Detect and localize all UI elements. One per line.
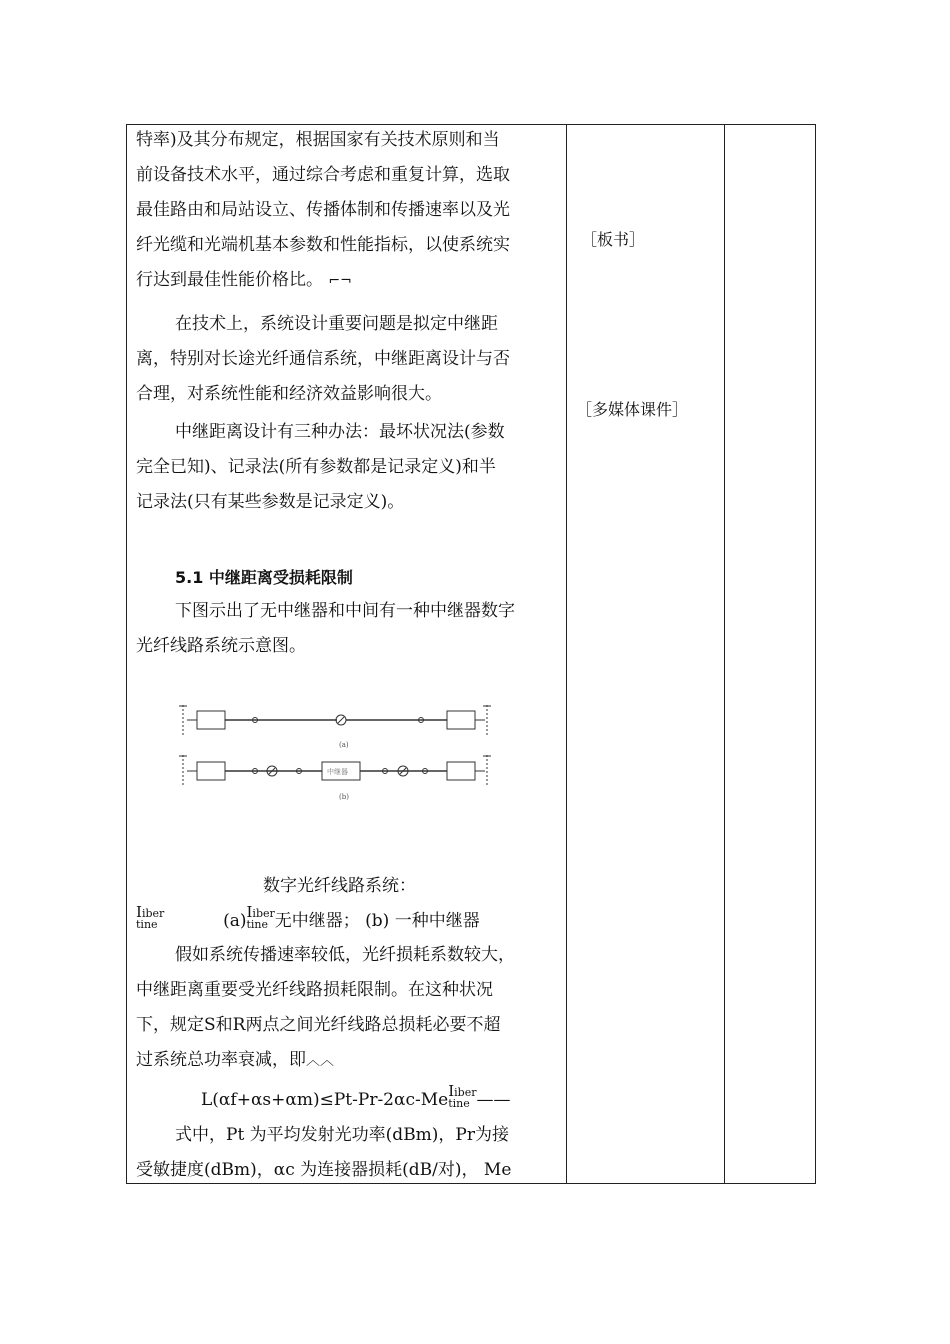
- text-line: 过系统总功率衰减，即︿︿: [136, 1043, 560, 1079]
- text-line: 下，规定S和R两点之间光纤线路总损耗必要不超: [136, 1015, 501, 1035]
- fiber-system-diagram: [177, 703, 507, 811]
- text-line: 合理，对系统性能和经济效益影响很大。: [136, 384, 442, 404]
- text-line: 最佳路由和局站设立、传播体制和传播速率以及光: [136, 200, 510, 220]
- content-column: [127, 125, 567, 1183]
- text-line: 光纤线路系统示意图。: [136, 636, 306, 656]
- side-note-multimedia: ［多媒体课件］: [576, 400, 689, 419]
- text-line: 中继距离重要受光纤线路损耗限制。在这种状况: [136, 980, 493, 1000]
- text-line: 中继距离设计有三种办法：最坏状况法(参数: [175, 422, 505, 442]
- text-line: 特率)及其分布规定，根据国家有关技术原则和当: [136, 130, 500, 150]
- fiber-symbol: Iiber tine: [136, 903, 165, 931]
- diagram-label-a: (a): [339, 741, 349, 749]
- diagram-label-b: (b): [339, 793, 349, 801]
- section-heading: 5.1 中继距离受损耗限制: [175, 568, 353, 587]
- text-line: 下图示出了无中继器和中间有一种中继器数字: [175, 601, 515, 621]
- text-line: 纤光缆和光端机基本参数和性能指标，以使系统实: [136, 235, 510, 255]
- text-line: 在技术上，系统设计重要问题是拟定中继距: [175, 314, 498, 334]
- text-line: 前设备技术水平，通过综合考虑和重复计算，选取: [136, 165, 510, 185]
- edit-mark: ⌐¬: [328, 273, 352, 289]
- figure-caption: 数字光纤线路系统：: [263, 876, 416, 896]
- diagram-row-a: [179, 705, 491, 735]
- text-line: 离，特别对长途光纤通信系统，中继距离设计与否: [136, 349, 510, 369]
- diagram-repeater-label: 中继器: [327, 768, 348, 776]
- text-line: 完全已知)、记录法(所有参数都是记录定义)和半: [136, 457, 496, 477]
- edit-mark: ︿︿: [306, 1053, 334, 1069]
- side-note-blackboard: ［板书］: [581, 230, 646, 249]
- figure-caption-sub: Iiber tine (a)Iiber tine 无中继器； (b) 一种中继器: [136, 903, 480, 931]
- text-line: 受敏捷度(dBm)，αc 为连接器损耗(dB/对)， Me: [136, 1160, 512, 1180]
- lesson-table: [126, 124, 816, 1184]
- text-line: 假如系统传播速率较低，光纤损耗系数较大，: [175, 945, 515, 965]
- fiber-symbol: Iiber tine: [448, 1082, 477, 1110]
- fiber-symbol: Iiber tine: [246, 903, 275, 931]
- text-line: 记录法(只有某些参数是记录定义)。: [136, 492, 405, 512]
- formula: L(αf+αs+αm)≤Pt-Pr-2αc-MeIiber tine ——: [201, 1082, 511, 1110]
- text-line: 行达到最佳性能价格比。 ⌐¬: [136, 263, 560, 299]
- column-divider-2: [724, 125, 725, 1183]
- text-line: 式中，Pt 为平均发射光功率(dBm)，Pr为接: [175, 1125, 509, 1145]
